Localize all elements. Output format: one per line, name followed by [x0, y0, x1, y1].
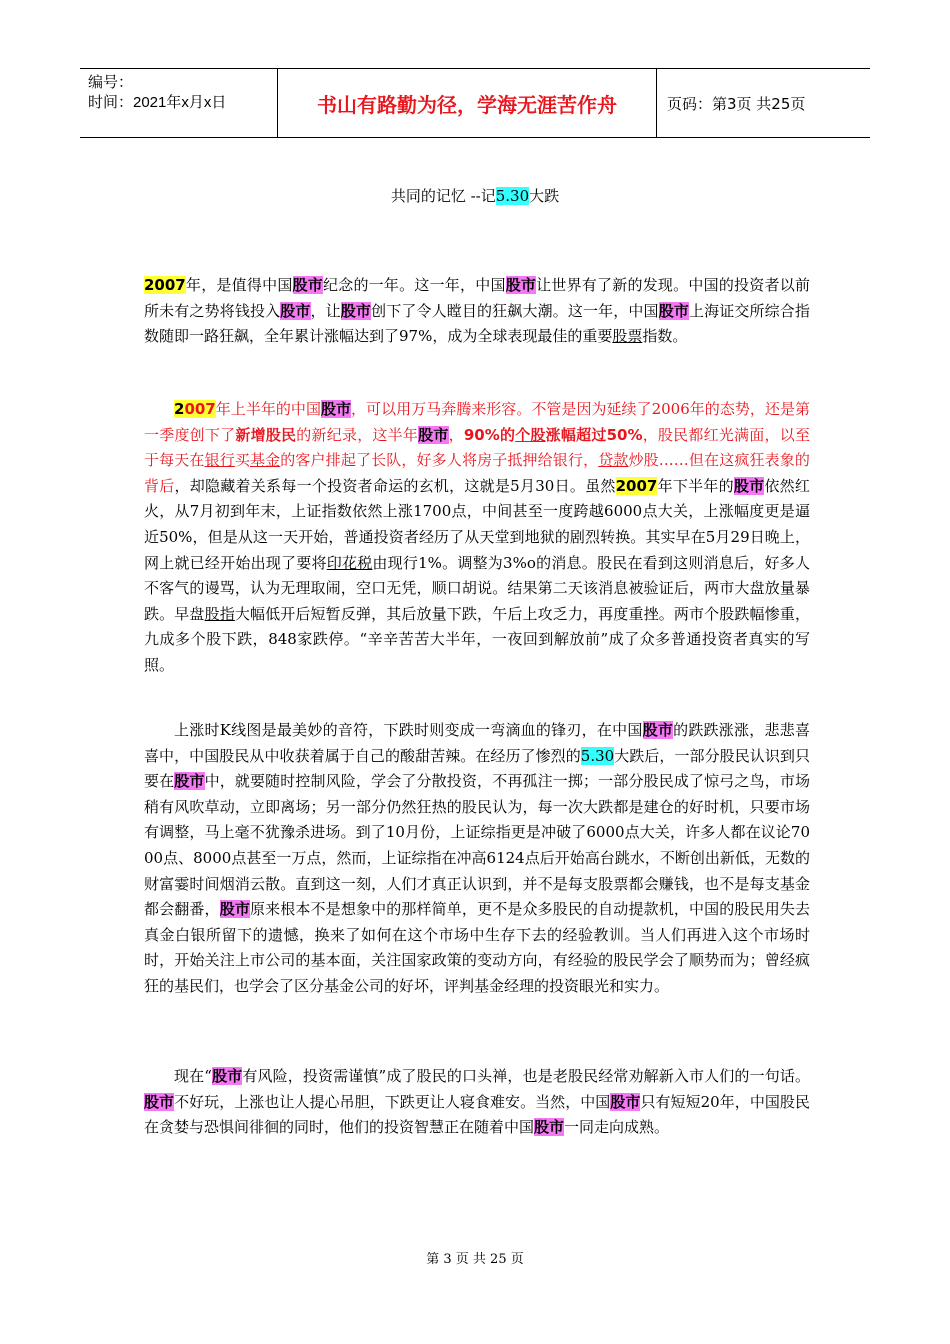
keyword-highlight: 股市: [505, 276, 537, 294]
title-date: 5.30: [495, 187, 530, 205]
text-run: 年，是值得中国: [185, 276, 293, 294]
text-run: 中，就要随时控制风险，学会了分散投资，不再孤注一掷；一部分股民成了惊弓之鸟，市场稍有风吹草动，立即离场；另一部分仍然狂热的股民认为，每一次大跌都是建仓的好时机，只要市场有调整，马上毫不犹豫杀进场。到了10月份，上证综指更是冲破了6000点大关，许多人都在议论7000点、8000点甚至一万点，然而，上证综指在冲高6124点后开始高台跳水，不断创出新低，无数的财富霎时间烟消云散。直到这一刻，人们才真正认识到，并不是每支股票都会赚钱，也不是每支基金都会翻番，: [144, 772, 810, 919]
link-text[interactable]: 印花税: [326, 553, 373, 572]
header-meta: [80, 69, 278, 137]
keyword-highlight: 股市: [219, 900, 250, 919]
text-run: ，股民都红光满面，以至于每天在: [144, 425, 810, 470]
text-run: 依然红火，从7月初到年末，上证指数依然上涨1700点，中间甚至一度跨越6000点大关，上涨幅度更是逼近50%，但是从这一天开始，普通投资者经历了从天堂到地狱的剧烈转换。其实早在5月29日晚上，网上就已经开始出现了要将: [144, 476, 810, 572]
paragraph-2: [144, 397, 810, 679]
link-text[interactable]: 股指: [204, 604, 235, 623]
text-run: 一同走向成熟。: [564, 1118, 670, 1137]
keyword-highlight: 股市: [642, 721, 674, 739]
text-run: 纪念的一年。这一年，中国: [323, 276, 506, 294]
text-run: ，: [448, 425, 464, 444]
keyword-highlight: 股市: [211, 1067, 243, 1085]
text-run: 有风险，投资需谨慎”成了股民的口头禅，也是老股民经常劝解新入市人们的一句话。: [242, 1067, 810, 1085]
year-highlight: 2007: [144, 276, 186, 294]
header-motto: 书山有路勤为径，学海无涯苦作舟: [278, 69, 657, 137]
text-run: 大跌后，一部分股民认识到只要在: [144, 746, 810, 791]
text-run: 创下了令人瞠目的狂飙大潮。这一年，中国: [371, 301, 659, 320]
link-text[interactable]: 贷款: [598, 451, 629, 470]
text-run: 上海证交所综合指数随即一路狂飙，全年累计涨幅达到了97%，成为全球表现最佳的重要: [144, 301, 810, 346]
text-run: 上涨时K线图是最美妙的音符，下跌时则变成一弯滴血的锋刃，在中国: [174, 721, 643, 739]
text-run: 由现行1%。调整为3%o的消息。股民在看到这则消息后，好多人不客气的谩骂，认为无理取闹，空口无凭，顺口胡说。结果第二天该消息被验证后，两市大盘放量暴跌。早盘: [144, 553, 810, 623]
page-footer: 第 3 页 共 25 页: [426, 1252, 524, 1267]
keyword-highlight: 股市: [144, 1092, 175, 1111]
header-number-label: 编号：: [88, 74, 134, 91]
year-highlight: 2: [174, 400, 185, 418]
keyword-highlight: 股市: [280, 301, 311, 320]
text-run: 90%的: [463, 425, 516, 444]
title-prefix: 共同的记忆 --记: [390, 187, 496, 205]
text-run: 炒股……但在这疯狂表象的背后: [144, 451, 810, 495]
keyword-highlight: 股市: [320, 400, 352, 418]
text-run: 新增股民: [235, 425, 297, 444]
paragraph-1: [144, 273, 810, 350]
keyword-highlight: 股市: [658, 301, 689, 320]
text-run: 不好玩，上涨也让人提心吊胆，下跌更让人寝食难安。当然，中国: [174, 1092, 611, 1111]
link-text[interactable]: 银行: [204, 451, 235, 470]
text-run: 指数。: [642, 327, 688, 346]
text-run: 的客户排起了长队，好多人将房子抵押给银行，: [280, 451, 599, 470]
year-highlight: 2007: [615, 476, 658, 495]
text-run: ，可以用万马奔腾来形容。不管是因为延续了2006年的态势，还是第一季度创下了: [144, 400, 810, 444]
header-time-label: 时间：2021年x月x日: [88, 94, 227, 111]
text-run: 买: [234, 451, 250, 470]
header-page-info: 页码：第3页 共25页: [667, 94, 806, 113]
text-run: ，却隐藏着关系每一个投资者命运的玄机，这就是5月30日。虽然: [174, 476, 616, 495]
date-highlight: 5.30: [580, 746, 615, 765]
document-title: [0, 185, 950, 206]
keyword-highlight: 股市: [534, 1118, 565, 1137]
paragraph-3: [144, 718, 810, 1000]
paragraph-4: [144, 1064, 810, 1141]
text-run: 的新纪录，这半年: [296, 425, 419, 444]
text-run: 让世界有了新的发现。中国的投资者以前所未有之势将钱投入: [144, 276, 810, 320]
link-text[interactable]: 股票: [612, 327, 643, 346]
keyword-highlight: 股市: [340, 301, 372, 320]
text-run: 涨幅超过50%: [545, 425, 643, 444]
keyword-highlight: 股市: [733, 476, 765, 495]
title-suffix: 大跌: [529, 187, 560, 205]
text-run: 年上半年的中国: [215, 400, 321, 418]
text-run: 的跌跌涨涨，悲悲喜喜中，中国股民从中收获着属于自己的酸甜苦辣。在经历了惨烈的: [144, 721, 810, 765]
text-run: 现在“: [174, 1067, 212, 1085]
keyword-highlight: 股市: [292, 276, 323, 294]
text-run: 只有短短20年，中国股民在贪婪与恐惧间徘徊的同时，他们的投资智慧正在随着中国: [144, 1092, 810, 1137]
text-run: 年下半年的: [657, 476, 734, 495]
text-run: 大幅低开后短暂反弹，其后放量下跌，午后上攻乏力，再度重挫。两市个股跌幅惨重，九成多个股下跌，848家跌停。“辛辛苦苦大半年，一夜回到解放前”成了众多普通投资者真实的写照。: [144, 604, 810, 674]
keyword-highlight: 股市: [418, 425, 449, 444]
keyword-highlight: 股市: [174, 772, 205, 791]
year-highlight: 007: [184, 400, 216, 418]
link-text[interactable]: 基金: [249, 451, 281, 470]
page-header: [80, 68, 870, 138]
link-text[interactable]: 个股: [515, 425, 546, 444]
keyword-highlight: 股市: [610, 1092, 641, 1111]
text-run: 原来根本不是想象中的那样简单，更不是众多股民的自动提款机，中国的股民用失去真金白银所留下的遗憾，换来了如何在这个市场中生存下去的经验教训。当人们再进入这个市场时时，开始关注上市公司的基本面，关注国家政策的变动方向，有经验的股民学会了顺势而为；曾经疯狂的基民们，也学会了区分基金公司的好坏，评判基金经理的投资眼光和实力。: [144, 900, 810, 995]
text-run: ，让: [310, 301, 341, 320]
